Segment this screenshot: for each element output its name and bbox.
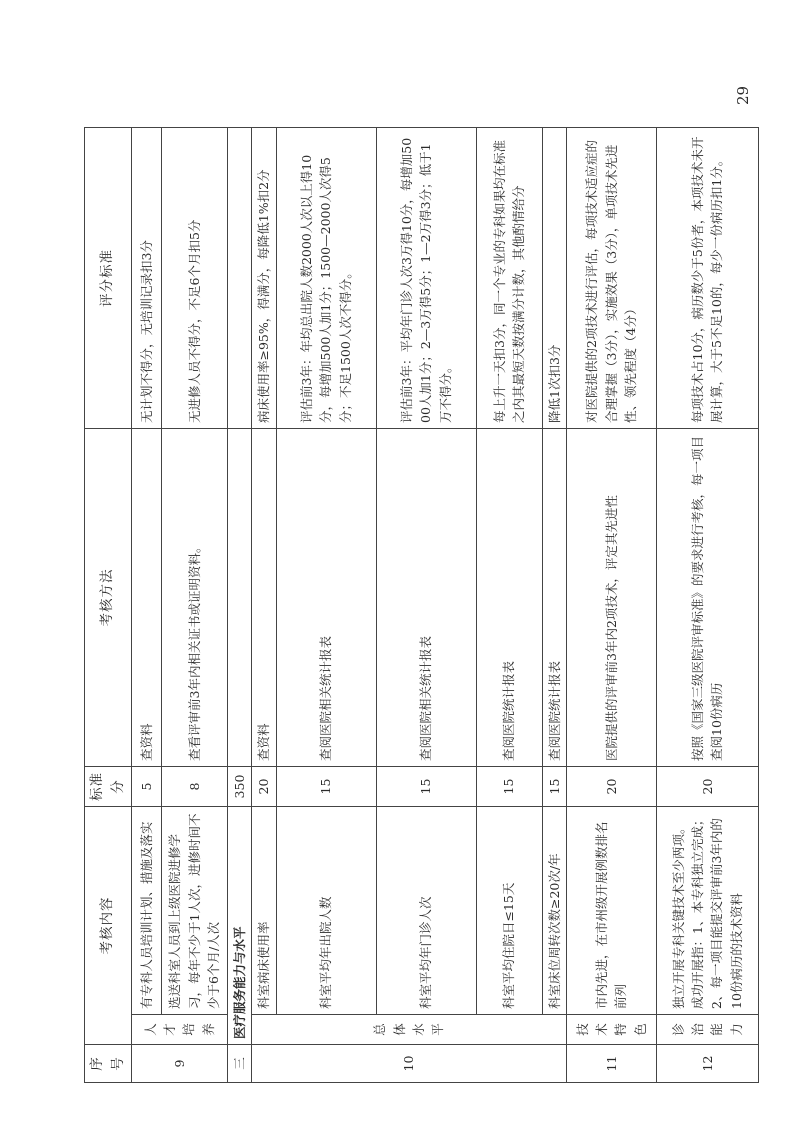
- assessment-table: [84, 127, 759, 1083]
- content-cell: 独立开展专科关键技术至少两项。成功开展指：1、本专科独立完成；2、每一项目能提交评审前3年内的10份病历的技术资料: [656, 807, 758, 1015]
- header-score: 标准分: [85, 767, 132, 807]
- criteria-cell: 每项技术占10分，病历数少于5份者，本项技术未开展计算，大于5不足10的，每少一份病历扣1分。: [656, 128, 758, 429]
- score-cell: 5: [131, 767, 161, 807]
- content-cell: 科室平均年门诊人次: [376, 807, 476, 1015]
- seq-cell: 10: [252, 1045, 567, 1083]
- table-row: [376, 128, 476, 1083]
- score-cell: 15: [476, 767, 542, 807]
- score-cell: 15: [276, 767, 376, 807]
- page-number: 29: [734, 85, 752, 105]
- method-cell: 查看评审前3年内相关证书或证明资料。: [161, 429, 227, 767]
- score-cell: 8: [161, 767, 227, 807]
- method-cell: 查阅医院相关统计报表: [276, 429, 376, 767]
- header-content: 考核内容: [85, 807, 132, 1045]
- method-cell: 查资料: [252, 429, 276, 767]
- category-cell: 技术特色: [566, 1015, 656, 1045]
- header-method: 考核方法: [85, 429, 132, 767]
- content-cell: 有专科人员培训计划、措施及落实: [131, 807, 161, 1015]
- table-row: [252, 128, 276, 1083]
- section-seq: 三: [227, 1045, 251, 1083]
- header-criteria: 评分标准: [85, 128, 132, 429]
- criteria-cell: 评估前3年：平均年门诊人次3万得10分，每增加5000人加1分；2—3万得5分；1—2万得3分；低于1万不得分。: [376, 128, 476, 429]
- criteria-cell: 降低1次扣3分: [542, 128, 566, 429]
- content-cell: 科室床位周转次数≥20次/年: [542, 807, 566, 1015]
- table-row: [566, 128, 656, 1083]
- section-title: 医疗服务能力与水平: [227, 807, 251, 1045]
- table-row: [656, 128, 758, 1083]
- table-row: [476, 128, 542, 1083]
- table-row: [276, 128, 376, 1083]
- method-cell: 按照《国家三级医院评审标准》的要求进行考核，每一项目查阅10份病历: [656, 429, 758, 767]
- table-row: [542, 128, 566, 1083]
- method-cell: 查阅医院统计报表: [542, 429, 566, 767]
- category-cell: 总体水平: [252, 1015, 567, 1045]
- section-method-empty: [227, 429, 251, 767]
- score-cell: 15: [376, 767, 476, 807]
- content-cell: 科室病床使用率: [252, 807, 276, 1015]
- score-cell: 20: [252, 767, 276, 807]
- section-score: 350: [227, 767, 251, 807]
- criteria-cell: 无进修人员不得分，不足6个月扣5分: [161, 128, 227, 429]
- content-cell: 选送科室人员到上级医院进修学习，每年不少于1人次，进修时间不少于6个月/人次: [161, 807, 227, 1015]
- content-cell: 市内先进，在市州级开展例数排名前列: [566, 807, 656, 1015]
- category-cell: 诊治能力: [656, 1015, 758, 1045]
- score-cell: 15: [542, 767, 566, 807]
- seq-cell: 9: [131, 1045, 227, 1083]
- content-cell: 科室平均住院日≤15天: [476, 807, 542, 1015]
- criteria-cell: 病床使用率≥95%，得满分，每降低1%扣2分: [252, 128, 276, 429]
- criteria-cell: 对医院提供的2项技术进行评估，每项技术适应症的合理掌握（3分），实施效果（3分），单项技术先进性、领先程度（4分）: [566, 128, 656, 429]
- table-row: [131, 128, 161, 1083]
- score-cell: 20: [656, 767, 758, 807]
- section-row: [227, 128, 251, 1083]
- score-cell: 20: [566, 767, 656, 807]
- seq-cell: 12: [656, 1045, 758, 1083]
- criteria-cell: 每上升一天扣3分，同一个专业的专科如果均在标准之内其最短天数按满分计数，其他酌情给分: [476, 128, 542, 429]
- category-cell: 人才培养: [131, 1015, 227, 1045]
- header-seq: 序号: [85, 1045, 132, 1083]
- criteria-cell: 评估前3年：年均总出院人数2000人次以上得10分，每增加500人加1分；1500—2000人次得5分；不足1500人次不得分。: [276, 128, 376, 429]
- header-row: [85, 128, 132, 1083]
- section-criteria-empty: [227, 128, 251, 429]
- criteria-cell: 无计划不得分，无培训记录扣3分: [131, 128, 161, 429]
- method-cell: 医院提供的评审前3年内2项技术，评定其先进性: [566, 429, 656, 767]
- seq-cell: 11: [566, 1045, 656, 1083]
- method-cell: 查阅医院统计报表: [476, 429, 542, 767]
- method-cell: 查阅医院相关统计报表: [376, 429, 476, 767]
- content-cell: 科室平均年出院人数: [276, 807, 376, 1015]
- table-row: [161, 128, 227, 1083]
- method-cell: 查资料: [131, 429, 161, 767]
